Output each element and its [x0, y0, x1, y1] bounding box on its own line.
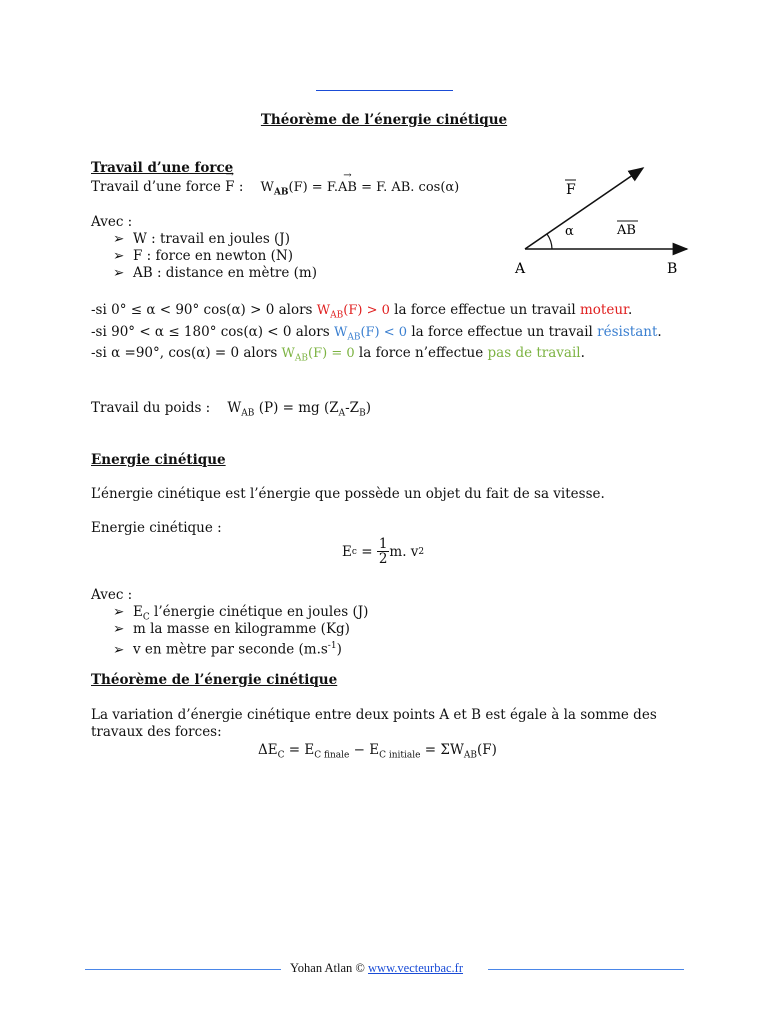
list-item: [113, 231, 317, 248]
footer-link[interactable]: www.vecteurbac.fr: [368, 961, 464, 975]
fraction-numerator: 1: [378, 536, 388, 552]
theorem-text-line-1: La variation d’énergie cinétique entre deux points A et B est égale à la somme des: [91, 707, 657, 723]
unit-text: W : travail en joules (J): [133, 231, 290, 247]
footer-rule-right: [488, 969, 684, 970]
kinetic-eq: =: [356, 543, 377, 560]
unit-post: ): [336, 641, 342, 658]
case-keyword: moteur: [579, 302, 628, 318]
work-formula-sub: AB: [273, 187, 289, 198]
case-end: .: [628, 302, 633, 318]
work-avec-label: Avec :: [91, 214, 133, 230]
theorem-cf: C finale: [314, 750, 350, 761]
arrow-bullet-icon: ➢: [113, 265, 125, 281]
unit-text: F : force en newton (N): [133, 248, 294, 264]
force-angle-diagram: [505, 160, 700, 280]
case-keyword: pas de travail: [487, 345, 581, 361]
diagram-label-f: F: [566, 182, 576, 198]
case-w: W: [316, 303, 331, 318]
kinetic-rest: m. v: [389, 543, 419, 560]
work-formula-w: W: [260, 180, 274, 195]
arrow-bullet-icon: ➢: [113, 641, 125, 658]
top-rule: [316, 90, 453, 91]
theorem-ab: AB: [463, 750, 477, 761]
case-w: W: [281, 346, 295, 361]
list-item: [113, 248, 317, 265]
case-text: la force effectue un travail: [407, 324, 598, 340]
work-line-prefix: Travail d’une force: [91, 179, 221, 195]
diagram-label-alpha: α: [565, 224, 574, 239]
weight-dash: -Z: [345, 400, 360, 416]
kinetic-units-list: [113, 604, 369, 658]
footer: [290, 961, 463, 976]
case-formula: [316, 303, 390, 321]
case-keyword: résistant: [597, 324, 658, 340]
weight-label: Travail du poids :: [91, 400, 211, 416]
unit-text: v en mètre par seconde (m.s: [133, 641, 328, 658]
theorem-sub: C: [277, 750, 285, 761]
work-definition-line: [91, 179, 459, 198]
work-formula-mid: (F) = F.: [288, 180, 338, 195]
arrow-bullet-icon: ➢: [113, 621, 125, 637]
weight-work-line: [91, 400, 371, 419]
case-sub: AB: [294, 353, 309, 364]
kinetic-exp: 2: [418, 546, 425, 557]
theorem-text-line-2: travaux des forces:: [91, 724, 222, 740]
unit-sub: C: [142, 612, 150, 623]
case-text: la force n’effectue: [354, 345, 488, 361]
kinetic-formula: [342, 537, 424, 566]
weight-sub: AB: [241, 408, 255, 419]
theorem-delta: ΔE: [258, 742, 278, 758]
case-end: .: [657, 324, 662, 340]
work-formula: [260, 180, 460, 198]
kinetic-e: E: [342, 543, 352, 560]
footer-rule-left: [85, 969, 281, 970]
weight-mid: (P) = mg (Z: [254, 400, 339, 416]
kinetic-fraction: [377, 537, 390, 566]
force-vector-symbol: → F: [225, 179, 234, 195]
unit-text: m la masse en kilogramme (Kg): [133, 621, 350, 637]
weight-za: A: [338, 408, 346, 419]
unit-text: AB : distance en mètre (m): [133, 265, 317, 281]
kinetic-label: Energie cinétique :: [91, 520, 222, 536]
case-end: .: [580, 345, 585, 361]
diagram-label-a: A: [515, 261, 526, 277]
theorem-heading: Théorème de l’énergie cinétique: [91, 672, 338, 688]
list-item: [113, 604, 368, 621]
work-formula-end: = F. AB. cos(α): [361, 180, 460, 195]
theorem-end: (F): [476, 742, 497, 758]
case-prefix: -si 90° < α ≤ 180° cos(α) < 0 alors: [91, 324, 334, 340]
work-formula-ab: → AB: [338, 180, 357, 195]
arrow-bullet-icon: ➢: [113, 604, 125, 620]
kinetic-avec-label: Avec :: [91, 587, 133, 603]
unit-post: l’énergie cinétique en joules (J): [149, 604, 369, 620]
case-line-3: [91, 345, 585, 364]
weight-zb: B: [359, 408, 366, 419]
case-text: la force effectue un travail: [389, 302, 580, 318]
case-tail: (F) = 0: [308, 346, 355, 361]
list-item: [113, 265, 317, 282]
arrow-bullet-icon: ➢: [113, 231, 125, 247]
footer-author: Yohan Atlan ©: [290, 961, 365, 975]
work-line-colon: :: [238, 179, 244, 195]
case-line-2: [91, 324, 662, 343]
angle-arc: [547, 234, 552, 249]
unit-sup: -1: [327, 641, 337, 651]
case-sub: AB: [330, 310, 344, 321]
arrow-bullet-icon: ➢: [113, 248, 125, 264]
fraction-denominator: 2: [378, 551, 388, 568]
unit-text: E: [133, 604, 143, 620]
diagram-label-b: B: [667, 261, 678, 277]
case-tail: (F) < 0: [360, 325, 408, 340]
page-title-text: Théorème de l’énergie cinétique: [260, 112, 508, 128]
theorem-ci: C initiale: [379, 750, 421, 761]
case-formula: [281, 346, 355, 364]
kinetic-heading: Energie cinétique: [91, 452, 226, 468]
case-sub: AB: [347, 332, 361, 343]
diagram-label-ab: AB: [617, 223, 636, 238]
theorem-eq1: = E: [284, 742, 315, 758]
kinetic-definition: L’énergie cinétique est l’énergie que possède un objet du fait de sa vitesse.: [91, 486, 605, 502]
case-line-1: [91, 302, 632, 321]
kinetic-sub: c: [351, 546, 357, 557]
case-prefix: -si 0° ≤ α < 90° cos(α) > 0 alors: [91, 302, 313, 318]
list-item: [113, 638, 368, 658]
theorem-minus: − E: [349, 742, 380, 758]
case-w: W: [333, 325, 348, 340]
page-title: [0, 109, 768, 128]
work-units-list: [113, 231, 317, 282]
case-prefix: -si α =90°, cos(α) = 0 alors: [91, 345, 282, 361]
case-formula: [333, 325, 408, 343]
work-heading: Travail d’une force: [91, 160, 234, 176]
list-item: [113, 621, 368, 638]
weight-end: ): [365, 400, 371, 416]
theorem-formula: [258, 742, 497, 761]
case-tail: (F) > 0: [343, 303, 390, 318]
theorem-eq2: = ΣW: [420, 742, 464, 758]
weight-w: W: [227, 400, 242, 416]
